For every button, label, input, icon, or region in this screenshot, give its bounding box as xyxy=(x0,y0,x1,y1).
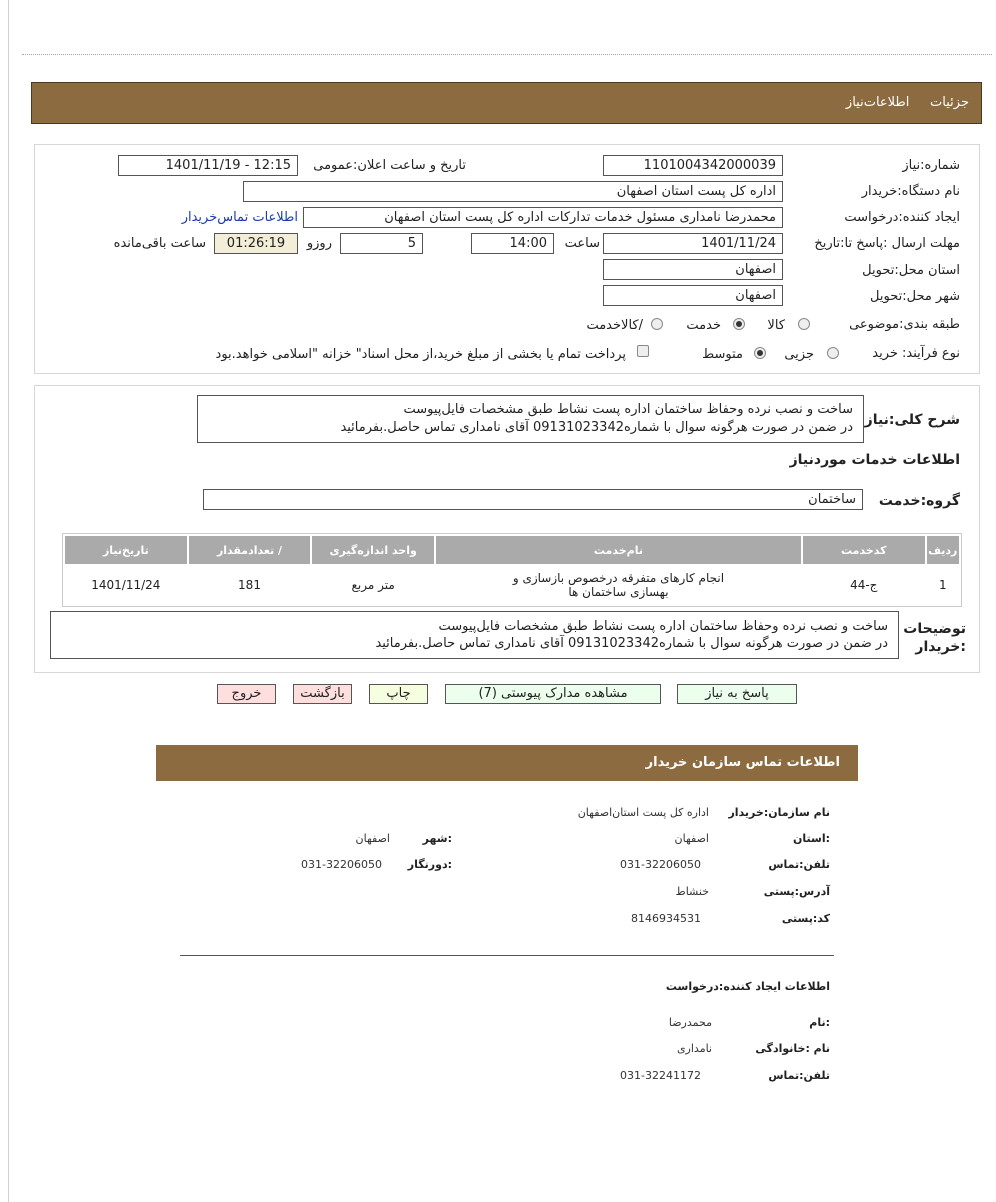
description-line-1: ساخت و نصب نرده وحفاظ ساختمان اداره پست نشاط طبق مشخصات فایل‌پیوست xyxy=(403,402,853,417)
need-info-panel xyxy=(34,144,980,374)
process-small-radio[interactable] xyxy=(827,347,839,359)
details-header-bar xyxy=(31,82,982,124)
services-title: اطلاعات خدمات موردنیاز xyxy=(789,452,960,468)
description-label: شرح کلی:نیاز xyxy=(864,412,960,428)
row-name-line-1: انجام کارهای متفرقه درخصوص بازسازی و xyxy=(512,571,725,585)
row-name-line-2: بهسازی ساختمان ها xyxy=(568,585,669,599)
days-field[interactable]: 5 xyxy=(340,233,423,254)
buyer-notes-line-2: در ضمن در صورت هرگونه سوال با شماره09131023342 آقای نامداری تماس حاصل.بفرمائید xyxy=(375,636,888,651)
header-tabs xyxy=(846,95,969,110)
requester-name: محمدرضا xyxy=(668,1016,712,1029)
contact-city: اصفهان xyxy=(355,832,390,845)
description-box xyxy=(197,395,864,443)
col-row: ردیف xyxy=(927,536,959,564)
deadline-date-field[interactable]: 1401/11/24 xyxy=(603,233,783,254)
announce-date-field[interactable]: 1401/11/19 - 12:15 xyxy=(118,155,298,176)
requester-name-label: :نام xyxy=(809,1016,830,1029)
city-field[interactable]: اصفهان xyxy=(603,285,783,306)
category-both-label: /کالاخدمت xyxy=(586,318,643,333)
requester-title: اطلاعات ایجاد کننده:درخواست xyxy=(665,980,830,993)
province-label: استان محل:تحویل xyxy=(862,263,960,278)
process-label: نوع فرآیند: خرید xyxy=(872,346,960,361)
deadline-time-field[interactable]: 14:00 xyxy=(471,233,554,254)
category-both-radio[interactable] xyxy=(651,318,663,330)
buyer-org-field[interactable]: اداره کل پست استان اصفهان xyxy=(243,181,783,202)
buyer-notes-label xyxy=(903,620,966,656)
exit-button[interactable]: خروج xyxy=(217,684,276,704)
row-qty: 181 xyxy=(238,578,261,592)
contact-phone: 031-32206050 xyxy=(620,858,701,871)
service-group-label: گروه:خدمت xyxy=(878,493,960,509)
row-code: ج-44 xyxy=(850,578,878,592)
process-medium-radio[interactable] xyxy=(754,347,766,359)
reply-button[interactable]: پاسخ به نیاز xyxy=(677,684,797,704)
category-service-label: خدمت xyxy=(686,318,721,333)
buyer-notes-label-2: :خریدار xyxy=(915,639,966,655)
category-label: طبقه بندی:موضوعی xyxy=(849,317,960,332)
creator-label: ایجاد کننده:درخواست xyxy=(844,210,960,225)
deadline-label: مهلت ارسال :پاسخ تا:تاریخ xyxy=(814,236,960,251)
attachments-button[interactable]: مشاهده مدارک پیوستی (7) xyxy=(445,684,661,704)
col-name: نام‌خدمت xyxy=(436,536,801,564)
need-number-label: شماره:نیاز xyxy=(902,158,960,173)
contact-province-label: :استان xyxy=(793,832,830,845)
contact-address: خنشاط xyxy=(675,885,709,898)
col-qty: / تعدادمقدار xyxy=(189,536,311,564)
tab-details[interactable]: جزئیات xyxy=(930,95,969,110)
row-name xyxy=(436,566,801,604)
contact-postal: 8146934531 xyxy=(631,912,701,925)
creator-field[interactable]: محمدرضا نامداری مسئول خدمات تدارکات اداره کل پست استان اصفهان xyxy=(303,207,783,228)
need-number-field[interactable]: 1101004342000039 xyxy=(603,155,783,176)
section-divider xyxy=(180,955,834,956)
requester-phone-label: تلفن:تماس xyxy=(768,1069,830,1082)
col-code: کدخدمت xyxy=(803,536,925,564)
province-field[interactable]: اصفهان xyxy=(603,259,783,280)
contact-province: اصفهان xyxy=(674,832,709,845)
deadline-time-label: ساعت xyxy=(564,236,600,251)
process-medium-label: متوسط xyxy=(702,347,743,362)
treasury-payment-checkbox[interactable] xyxy=(637,345,649,357)
print-button[interactable]: چاپ xyxy=(369,684,428,704)
row-index: 1 xyxy=(938,578,947,592)
contact-org-label: نام سازمان:خریدار xyxy=(728,806,830,819)
page-left-border xyxy=(8,0,9,1202)
top-divider xyxy=(22,54,992,55)
requester-family: نامداری xyxy=(676,1042,712,1055)
remaining-timer: 01:26:19 xyxy=(214,233,298,254)
services-table-header xyxy=(65,536,959,564)
announce-label: تاریخ و ساعت اعلان:عمومی xyxy=(313,158,466,173)
contact-title: اطلاعات تماس سازمان خریدار xyxy=(645,755,840,770)
buyer-org-label: نام دستگاه:خریدار xyxy=(861,184,960,199)
contact-city-label: :شهر xyxy=(422,832,452,845)
row-unit: متر مربع xyxy=(351,578,395,592)
category-goods-radio[interactable] xyxy=(798,318,810,330)
buyer-notes-label-1: توضیحات xyxy=(903,621,966,637)
service-group-field[interactable]: ساختمان xyxy=(203,489,863,510)
contact-fax-label: :دورنگار xyxy=(407,858,452,871)
days-label: روزو xyxy=(306,236,332,251)
requester-family-label: نام :خانوادگی xyxy=(755,1042,830,1055)
contact-postal-label: کد:پستی xyxy=(781,912,830,925)
services-table xyxy=(62,533,962,607)
contact-phone-label: تلفن:تماس xyxy=(768,858,830,871)
col-unit: واحد اندازه‌گیری xyxy=(312,536,434,564)
remaining-label: ساعت باقی‌مانده xyxy=(113,236,206,251)
contact-org: اداره کل پست استان‌اصفهان xyxy=(577,806,709,819)
category-service-radio[interactable] xyxy=(733,318,745,330)
description-line-2: در ضمن در صورت هرگونه سوال با شماره09131023342 آقای نامداری تماس حاصل.بفرمائید xyxy=(340,420,853,435)
city-label: شهر محل:تحویل xyxy=(870,289,960,304)
contact-address-label: آدرس:پستی xyxy=(763,885,830,898)
col-date: تاریخ‌نیاز xyxy=(65,536,187,564)
requester-phone: 031-32241172 xyxy=(620,1069,701,1082)
back-button[interactable]: بازگشت xyxy=(293,684,352,704)
buyer-notes-box xyxy=(50,611,899,659)
category-goods-label: کالا xyxy=(767,318,785,333)
process-small-label: جزیی xyxy=(784,347,814,362)
contact-header-bar xyxy=(156,745,858,781)
tab-need-info[interactable]: اطلاعات‌نیاز xyxy=(845,95,910,110)
table-row xyxy=(65,566,959,604)
row-date: 1401/11/24 xyxy=(91,578,161,592)
buyer-contact-link[interactable]: اطلاعات تماس‌خریدار xyxy=(181,210,298,225)
buyer-notes-line-1: ساخت و نصب نرده وحفاظ ساختمان اداره پست نشاط طبق مشخصات فایل‌پیوست xyxy=(438,619,888,634)
contact-fax: 031-32206050 xyxy=(301,858,382,871)
treasury-payment-label: پرداخت تمام یا بخشی از مبلغ خرید،از محل اسناد" خزانه "اسلامی خواهد.بود xyxy=(215,347,626,362)
